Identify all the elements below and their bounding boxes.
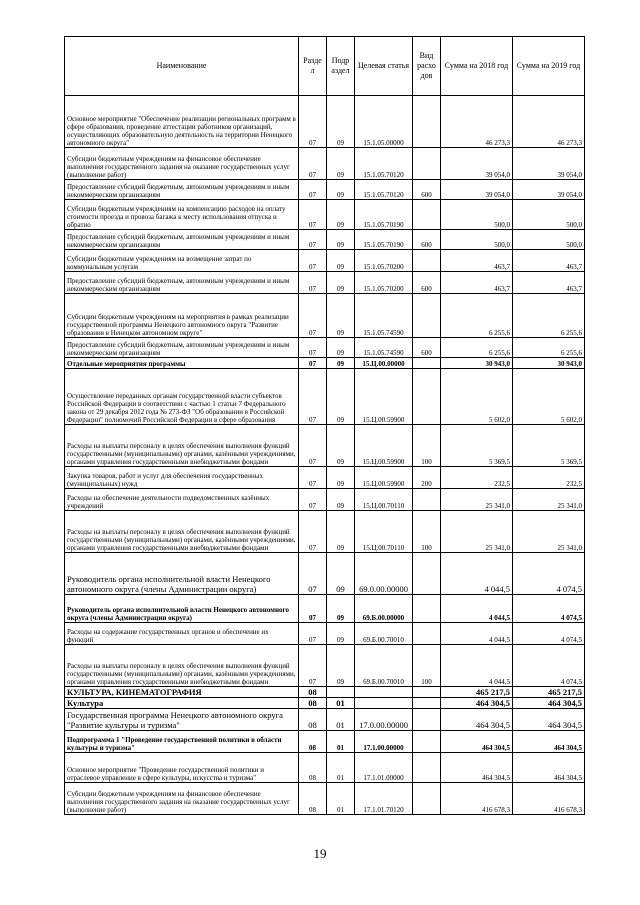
row-razdel: 08 bbox=[299, 687, 327, 698]
header-sum-2018: Сумма на 2018 год bbox=[441, 37, 513, 96]
row-podrazdel: 09 bbox=[327, 148, 355, 180]
table-row bbox=[65, 698, 585, 709]
row-podrazdel: 01 bbox=[327, 709, 355, 731]
row-vid bbox=[413, 148, 441, 180]
row-podrazdel: 09 bbox=[327, 180, 355, 200]
header-name: Наименование bbox=[65, 37, 299, 96]
row-name: Предоставление субсидий бюджетным, автономным учреждениям и иным некоммерческим организациям bbox=[65, 230, 299, 250]
row-statya: 15.1.05.70190 bbox=[355, 230, 413, 250]
row-name: Отдельные мероприятия программы bbox=[65, 358, 299, 369]
row-vid bbox=[413, 698, 441, 709]
table-row bbox=[65, 709, 585, 731]
row-sum-2018: 464 304,5 bbox=[441, 709, 513, 731]
row-razdel: 07 bbox=[299, 358, 327, 369]
table-row bbox=[65, 687, 585, 698]
row-razdel: 07 bbox=[299, 595, 327, 623]
row-sum-2019: 30 943,0 bbox=[513, 358, 585, 369]
table-body bbox=[65, 96, 585, 815]
row-vid bbox=[413, 250, 441, 272]
row-vid bbox=[413, 731, 441, 753]
row-sum-2019: 464 304,5 bbox=[513, 753, 585, 783]
table-row bbox=[65, 272, 585, 294]
row-sum-2018: 5 602,0 bbox=[441, 369, 513, 425]
row-razdel: 07 bbox=[299, 148, 327, 180]
row-sum-2019: 6 255,6 bbox=[513, 338, 585, 358]
table-row bbox=[65, 425, 585, 467]
table-row bbox=[65, 200, 585, 230]
row-vid: 600 bbox=[413, 230, 441, 250]
row-podrazdel: 09 bbox=[327, 595, 355, 623]
row-podrazdel: 09 bbox=[327, 511, 355, 553]
row-sum-2019: 39 054,0 bbox=[513, 148, 585, 180]
row-podrazdel: 09 bbox=[327, 358, 355, 369]
row-razdel: 08 bbox=[299, 698, 327, 709]
row-sum-2018: 416 678,3 bbox=[441, 783, 513, 815]
row-statya: 17.1.01.70120 bbox=[355, 783, 413, 815]
row-sum-2018: 465 217,5 bbox=[441, 687, 513, 698]
row-razdel: 07 bbox=[299, 467, 327, 489]
row-vid bbox=[413, 553, 441, 595]
row-vid bbox=[413, 709, 441, 731]
page-number: 19 bbox=[313, 846, 327, 861]
row-statya: 17.1.01.00000 bbox=[355, 753, 413, 783]
row-vid: 600 bbox=[413, 272, 441, 294]
row-name: Предоставление субсидий бюджетным, автономным учреждениям и иным некоммерческим организациям bbox=[65, 338, 299, 358]
row-sum-2019: 4 074,5 bbox=[513, 595, 585, 623]
row-statya: 69.0.00.00000 bbox=[355, 553, 413, 595]
row-name: Субсидии бюджетным учреждениям на мероприятия в рамках реализации государственной программы Ненецкого автономного округа "Развитие образования в Ненецком автономном округе" bbox=[65, 294, 299, 338]
row-sum-2019: 465 217,5 bbox=[513, 687, 585, 698]
row-sum-2019: 46 273,3 bbox=[513, 96, 585, 148]
row-vid bbox=[413, 489, 441, 511]
row-razdel: 07 bbox=[299, 272, 327, 294]
row-podrazdel: 09 bbox=[327, 250, 355, 272]
row-name: Расходы на выплаты персоналу в целях обеспечения выполнения функций государственными (муниципальными) органами, казёнными учреждениями, органами управления государственными внебюджетными фондами bbox=[65, 511, 299, 553]
row-vid bbox=[413, 96, 441, 148]
row-sum-2018: 232,5 bbox=[441, 467, 513, 489]
row-sum-2018: 6 255,6 bbox=[441, 294, 513, 338]
row-podrazdel: 09 bbox=[327, 230, 355, 250]
row-sum-2018: 463,7 bbox=[441, 272, 513, 294]
row-vid bbox=[413, 623, 441, 645]
row-sum-2018: 39 054,0 bbox=[441, 148, 513, 180]
row-name: Руководитель органа исполнительной власти Ненецкого автономного округа (члены Администрации округа) bbox=[65, 553, 299, 595]
row-sum-2018: 464 304,5 bbox=[441, 698, 513, 709]
row-statya: 15.1.05.70200 bbox=[355, 250, 413, 272]
row-razdel: 07 bbox=[299, 200, 327, 230]
row-vid bbox=[413, 595, 441, 623]
row-vid bbox=[413, 687, 441, 698]
row-sum-2018: 500,0 bbox=[441, 230, 513, 250]
row-name: Субсидии бюджетным учреждениям на финансовое обеспечение выполнения государственного задания на оказание государственных услуг (выполнение работ) bbox=[65, 783, 299, 815]
row-vid: 600 bbox=[413, 180, 441, 200]
row-sum-2018: 4 044,5 bbox=[441, 553, 513, 595]
row-vid: 600 bbox=[413, 338, 441, 358]
row-razdel: 07 bbox=[299, 180, 327, 200]
row-sum-2019: 4 074,5 bbox=[513, 645, 585, 687]
row-podrazdel: 09 bbox=[327, 489, 355, 511]
row-sum-2018: 39 054,0 bbox=[441, 180, 513, 200]
row-vid bbox=[413, 200, 441, 230]
table-row bbox=[65, 753, 585, 783]
row-name: Расходы на выплаты персоналу в целях обеспечения выполнения функций государственными (муниципальными) органами, казёнными учреждениями, органами управления государственными внебюджетными фондами bbox=[65, 425, 299, 467]
table-row bbox=[65, 358, 585, 369]
row-name: Подпрограмма 1 "Проведение государственной политики в области культуры и туризма" bbox=[65, 731, 299, 753]
row-podrazdel: 09 bbox=[327, 200, 355, 230]
row-sum-2018: 4 044,5 bbox=[441, 595, 513, 623]
row-sum-2018: 500,0 bbox=[441, 200, 513, 230]
row-podrazdel: 01 bbox=[327, 753, 355, 783]
row-statya: 15.1.05.74590 bbox=[355, 294, 413, 338]
row-name: Осуществление переданных органам государственной власти субъектов Российской Федерации в соответствии с частью 1 статьи 7 Федерального закона от 29 декабря 2012 года № 273-ФЗ "Об образовании в Российской Федерации" полномочий Российской Федерации в сфере образования bbox=[65, 369, 299, 425]
row-sum-2018: 463,7 bbox=[441, 250, 513, 272]
row-statya: 17.0.00.00000 bbox=[355, 709, 413, 731]
row-podrazdel: 01 bbox=[327, 698, 355, 709]
table-row bbox=[65, 511, 585, 553]
row-podrazdel: 09 bbox=[327, 338, 355, 358]
row-name: Расходы на обеспечение деятельности подведомственных казённых учреждений bbox=[65, 489, 299, 511]
row-razdel: 07 bbox=[299, 425, 327, 467]
table-row bbox=[65, 230, 585, 250]
row-vid bbox=[413, 294, 441, 338]
table-row bbox=[65, 180, 585, 200]
row-podrazdel: 09 bbox=[327, 369, 355, 425]
row-vid bbox=[413, 358, 441, 369]
row-sum-2018: 464 304,5 bbox=[441, 731, 513, 753]
header-vid: Вид расхо дов bbox=[413, 37, 441, 96]
row-sum-2019: 5 369,5 bbox=[513, 425, 585, 467]
row-name: Государственная программа Ненецкого автономного округа "Развитие культуры и туризма" bbox=[65, 709, 299, 731]
row-sum-2019: 464 304,5 bbox=[513, 731, 585, 753]
row-vid: 100 bbox=[413, 425, 441, 467]
row-razdel: 07 bbox=[299, 553, 327, 595]
row-sum-2019: 5 602,0 bbox=[513, 369, 585, 425]
header-podrazdel: Подр аздел bbox=[327, 37, 355, 96]
row-sum-2018: 464 304,5 bbox=[441, 753, 513, 783]
row-statya: 15.Ц.00.70110 bbox=[355, 511, 413, 553]
budget-table bbox=[64, 36, 585, 815]
row-sum-2019: 4 074,5 bbox=[513, 623, 585, 645]
table-row bbox=[65, 96, 585, 148]
row-sum-2019: 39 054,0 bbox=[513, 180, 585, 200]
row-sum-2019: 464 304,5 bbox=[513, 709, 585, 731]
row-razdel: 07 bbox=[299, 369, 327, 425]
row-podrazdel: 09 bbox=[327, 553, 355, 595]
row-sum-2019: 416 678,3 bbox=[513, 783, 585, 815]
table-row bbox=[65, 369, 585, 425]
row-sum-2018: 4 044,5 bbox=[441, 623, 513, 645]
table-row bbox=[65, 783, 585, 815]
row-statya: 15.1.05.70190 bbox=[355, 200, 413, 230]
row-name: Закупка товаров, работ и услуг для обеспечения государственных (муниципальных) нужд bbox=[65, 467, 299, 489]
row-sum-2019: 464 304,5 bbox=[513, 698, 585, 709]
row-sum-2019: 500,0 bbox=[513, 200, 585, 230]
row-razdel: 08 bbox=[299, 783, 327, 815]
row-podrazdel: 01 bbox=[327, 731, 355, 753]
table-row bbox=[65, 623, 585, 645]
row-statya: 15.Ц.00.59900 bbox=[355, 467, 413, 489]
row-sum-2018: 25 341,0 bbox=[441, 511, 513, 553]
table-row bbox=[65, 467, 585, 489]
row-statya bbox=[355, 698, 413, 709]
row-razdel: 07 bbox=[299, 230, 327, 250]
row-podrazdel: 01 bbox=[327, 783, 355, 815]
row-statya: 15.Ц.00.59900 bbox=[355, 369, 413, 425]
row-name: Субсидии бюджетным учреждениям на компенсацию расходов на оплату стоимости проезда и провоза багажа к месту использования отпуска и обратно bbox=[65, 200, 299, 230]
row-sum-2019: 25 341,0 bbox=[513, 511, 585, 553]
row-sum-2019: 500,0 bbox=[513, 230, 585, 250]
row-name: Субсидии бюджетным учреждениям на возмещение затрат по коммунальным услугам bbox=[65, 250, 299, 272]
row-razdel: 07 bbox=[299, 338, 327, 358]
table-header-row bbox=[65, 37, 585, 96]
row-statya: 69.Б.00.70010 bbox=[355, 623, 413, 645]
row-name: Предоставление субсидий бюджетным, автономным учреждениям и иным некоммерческим организациям bbox=[65, 180, 299, 200]
table-row bbox=[65, 250, 585, 272]
row-statya: 69.Б.00.00000 bbox=[355, 595, 413, 623]
row-vid: 100 bbox=[413, 511, 441, 553]
row-statya: 15.1.05.70120 bbox=[355, 148, 413, 180]
row-statya: 15.1.05.74590 bbox=[355, 338, 413, 358]
row-razdel: 07 bbox=[299, 250, 327, 272]
row-statya: 15.Ц.00.70110 bbox=[355, 489, 413, 511]
table-row bbox=[65, 489, 585, 511]
row-sum-2019: 463,7 bbox=[513, 272, 585, 294]
row-name: Основное мероприятие "Обеспечение реализации региональных программ в сфере образования, проведение аттестации работников организаций, осуществляющих образовательную деятельность на территории Ненецкого автономного округа" bbox=[65, 96, 299, 148]
row-sum-2018: 5 369,5 bbox=[441, 425, 513, 467]
row-razdel: 07 bbox=[299, 96, 327, 148]
row-sum-2019: 6 255,6 bbox=[513, 294, 585, 338]
row-sum-2018: 6 255,6 bbox=[441, 338, 513, 358]
row-vid bbox=[413, 369, 441, 425]
row-podrazdel: 09 bbox=[327, 272, 355, 294]
table-row bbox=[65, 148, 585, 180]
row-sum-2019: 4 074,5 bbox=[513, 553, 585, 595]
row-razdel: 07 bbox=[299, 623, 327, 645]
row-podrazdel: 09 bbox=[327, 623, 355, 645]
row-sum-2018: 25 341,0 bbox=[441, 489, 513, 511]
row-razdel: 07 bbox=[299, 489, 327, 511]
table-row bbox=[65, 645, 585, 687]
row-name: Культура bbox=[65, 698, 299, 709]
row-statya: 15.Ц.00.00000 bbox=[355, 358, 413, 369]
row-statya: 17.1.00.00000 bbox=[355, 731, 413, 753]
row-razdel: 07 bbox=[299, 645, 327, 687]
row-podrazdel bbox=[327, 687, 355, 698]
row-razdel: 07 bbox=[299, 511, 327, 553]
header-sum-2019: Сумма на 2019 год bbox=[513, 37, 585, 96]
table-row bbox=[65, 595, 585, 623]
row-sum-2019: 232,5 bbox=[513, 467, 585, 489]
row-name: Расходы на выплаты персоналу в целях обеспечения выполнения функций государственными (муниципальными) органами, казёнными учреждениями, органами управления государственными внебюджетными фондами bbox=[65, 645, 299, 687]
table-row bbox=[65, 553, 585, 595]
row-vid bbox=[413, 783, 441, 815]
row-name: Субсидии бюджетным учреждениям на финансовое обеспечение выполнения государственного задания на оказание государственных услуг (выполнение работ) bbox=[65, 148, 299, 180]
row-vid: 200 bbox=[413, 467, 441, 489]
row-statya: 15.1.05.70120 bbox=[355, 180, 413, 200]
row-statya: 15.1.05.70200 bbox=[355, 272, 413, 294]
row-name: Руководитель органа исполнительной власти Ненецкого автономного округа (члены Администрации округа) bbox=[65, 595, 299, 623]
row-razdel: 08 bbox=[299, 731, 327, 753]
row-podrazdel: 09 bbox=[327, 467, 355, 489]
row-name: Основное мероприятие "Проведение государственной политики и отраслевое управление в сфере культуры, искусства и туризма" bbox=[65, 753, 299, 783]
row-sum-2018: 30 943,0 bbox=[441, 358, 513, 369]
row-sum-2018: 4 044,5 bbox=[441, 645, 513, 687]
row-sum-2018: 46 273,3 bbox=[441, 96, 513, 148]
row-podrazdel: 09 bbox=[327, 294, 355, 338]
row-podrazdel: 09 bbox=[327, 645, 355, 687]
table-row bbox=[65, 294, 585, 338]
header-razdel: Разде л bbox=[299, 37, 327, 96]
row-statya: 15.Ц.00.59900 bbox=[355, 425, 413, 467]
row-razdel: 08 bbox=[299, 709, 327, 731]
row-name: Предоставление субсидий бюджетным, автономным учреждениям и иным некоммерческим организациям bbox=[65, 272, 299, 294]
table-row bbox=[65, 338, 585, 358]
row-statya: 15.1.05.00000 bbox=[355, 96, 413, 148]
row-name: КУЛЬТУРА, КИНЕМАТОГРАФИЯ bbox=[65, 687, 299, 698]
row-sum-2019: 463,7 bbox=[513, 250, 585, 272]
header-statya: Целевая статья bbox=[355, 37, 413, 96]
row-podrazdel: 09 bbox=[327, 425, 355, 467]
row-razdel: 08 bbox=[299, 753, 327, 783]
table-row bbox=[65, 731, 585, 753]
row-razdel: 07 bbox=[299, 294, 327, 338]
row-statya: 69.Б.00.70010 bbox=[355, 645, 413, 687]
row-vid bbox=[413, 753, 441, 783]
row-vid: 100 bbox=[413, 645, 441, 687]
row-podrazdel: 09 bbox=[327, 96, 355, 148]
row-sum-2019: 25 341,0 bbox=[513, 489, 585, 511]
row-name: Расходы на содержание государственных органов и обеспечение их функций bbox=[65, 623, 299, 645]
row-statya bbox=[355, 687, 413, 698]
